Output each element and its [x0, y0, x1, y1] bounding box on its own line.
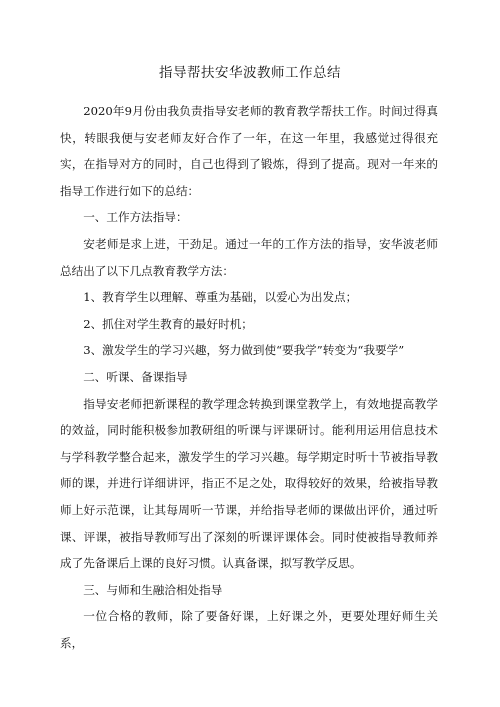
section-heading-work-method: 一、工作方法指导：: [83, 210, 188, 225]
document-body: [60, 98, 438, 656]
list-item-3: 3、激发学生的学习兴趣，努力做到使“要我学”转变为“我要学”: [83, 343, 405, 358]
paragraph-relations: 一位合格的教师，除了要备好课，上好课之外，更要处理好师生关系，: [60, 609, 438, 650]
list-item-1: 1、教育学生以理解、尊重为基础，以爱心为出发点；: [83, 290, 358, 305]
section-heading-relations: 三、与师和生融洽相处指导: [83, 582, 223, 597]
paragraph-work-method: 安老师是求上进，干劲足。通过一年的工作方法的指导，安华波老师总结出了以下几点教育教学方法：: [60, 236, 438, 278]
paragraph-intro: 2020年9月份由我负责指导安老师的教育教学帮扶工作。时间过得真快，转眼我便与安老师友好合作了一年，在这一年里，我感觉过得很充实，在指导对方的同时，自己也得到了锻炼，得到了提高。现对一年来的指导工作进行如下的总结：: [60, 104, 438, 198]
list-item-2: 2、抓住对学生教育的最好时机；: [83, 316, 253, 331]
paragraph-lesson-guidance: 指导安老师把新课程的教学理念转换到课堂教学上，有效地提高教学的效益，同时能积极参加教研组的听课与评课研讨。能利用运用信息技术与学科教学整合起来，激发学生的学习兴趣。每学期定时听十节被指导教师的课，并进行详细讲评，指正不足之处，取得较好的效果，给被指导教师上好示范课，让其每周听一节课，并给指导老师的课做出评价，通过听课、评课，被指导教师写出了深刻的听课评课体会。同时使被指导教师养成了先备课后上课的良好习惯。认真备课，拟写教学反思。: [60, 396, 438, 571]
document-title: 指导帮扶安华波教师工作总结: [159, 65, 341, 81]
section-heading-lesson-guidance: 二、听课、备课指导: [83, 369, 188, 384]
